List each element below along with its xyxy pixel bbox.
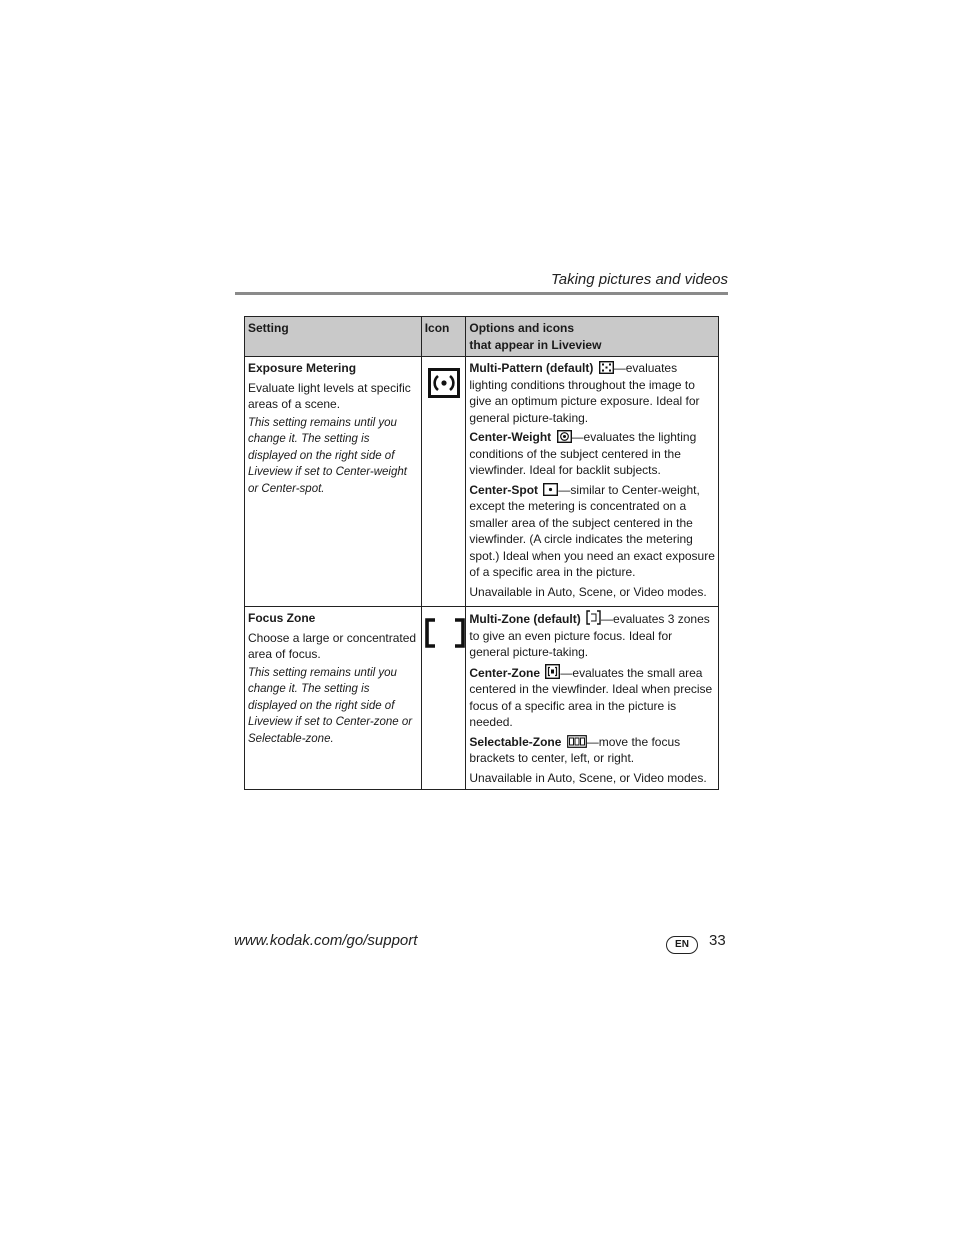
header-options-line2: that appear in Liveview xyxy=(469,337,602,352)
options-cell xyxy=(466,357,719,607)
option-name: Center-Weight xyxy=(469,430,552,444)
option-selectable-zone xyxy=(469,734,715,767)
option-name: Selectable-Zone xyxy=(469,734,562,749)
option-center-zone xyxy=(469,664,715,731)
option-unavailable: Unavailable in Auto, Scene, or Video modes. xyxy=(469,584,707,599)
header-icon: Icon xyxy=(421,317,466,357)
option-center-weight xyxy=(469,429,715,479)
option-name: Multi-Zone (default) xyxy=(469,612,581,626)
page-header-title: Taking pictures and videos xyxy=(550,271,728,288)
setting-description: Evaluate light levels at specific areas of a scene. xyxy=(248,380,411,411)
icon-cell xyxy=(421,607,466,790)
language-badge: EN xyxy=(666,936,698,954)
header-options-line1: Options and icons xyxy=(469,321,575,335)
focus-zone-icon xyxy=(425,618,465,648)
settings-table xyxy=(244,316,719,790)
setting-name: Focus Zone xyxy=(248,611,316,625)
option-text: —evaluates the lighting conditions of the subject centered in the viewfinder. Ideal for backlit subjects. xyxy=(469,430,697,477)
icon-cell xyxy=(421,357,466,607)
option-text: —similar to Center-weight, except the metering is concentrated on a smaller area of the subject centered in the viewfinder. (A circle indicates the metering spot.) Ideal when you need an exact exposure of a specific area in the picture. xyxy=(469,482,715,579)
header-options xyxy=(466,317,719,357)
option-center-spot xyxy=(469,482,715,581)
setting-name: Exposure Metering xyxy=(248,361,357,375)
option-text: —evaluates 3 zones to give an even picture focus. Ideal for general picture-taking. xyxy=(469,612,710,659)
option-text: —evaluates lighting conditions throughout the image to give an optimum picture exposure. Ideal for general picture-taking. xyxy=(469,361,700,425)
center-weight-icon xyxy=(557,430,572,443)
option-name: Multi-Pattern (default) xyxy=(469,361,594,375)
center-spot-icon xyxy=(543,483,558,496)
multi-pattern-icon xyxy=(599,361,614,374)
page-number: 33 xyxy=(709,932,726,949)
option-name: Center-Zone xyxy=(469,665,541,680)
header-setting: Setting xyxy=(245,317,422,357)
option-multi-pattern xyxy=(469,360,715,426)
option-text: —evaluates the small area centered in the viewfinder. Ideal when precise focus of a specific area in the picture is needed. xyxy=(469,665,713,729)
option-multi-zone xyxy=(469,610,715,661)
setting-note: This setting remains until you change it. The setting is displayed on the right side of Liveview if set to Center-zone or Selectable-zone. xyxy=(248,666,413,745)
table-row xyxy=(245,607,719,790)
setting-description: Choose a large or concentrated area of focus. xyxy=(248,630,417,661)
table-row xyxy=(245,357,719,607)
multi-zone-icon xyxy=(586,610,601,625)
setting-cell xyxy=(245,357,422,607)
center-zone-icon xyxy=(545,664,560,679)
table-header-row xyxy=(245,317,719,357)
header-rule xyxy=(235,292,728,295)
setting-note: This setting remains until you change it. The setting is displayed on the right side of Liveview if set to Center-weight or Center-spot. xyxy=(248,416,407,495)
option-unavailable: Unavailable in Auto, Scene, or Video modes. xyxy=(469,770,707,785)
exposure-metering-icon xyxy=(428,368,460,398)
selectable-zone-icon xyxy=(567,735,587,748)
option-text: —move the focus brackets to center, left, or right. xyxy=(469,734,681,765)
setting-cell xyxy=(245,607,422,790)
options-cell xyxy=(466,607,719,790)
option-name: Center-Spot xyxy=(469,482,539,497)
support-url: www.kodak.com/go/support xyxy=(234,932,418,949)
